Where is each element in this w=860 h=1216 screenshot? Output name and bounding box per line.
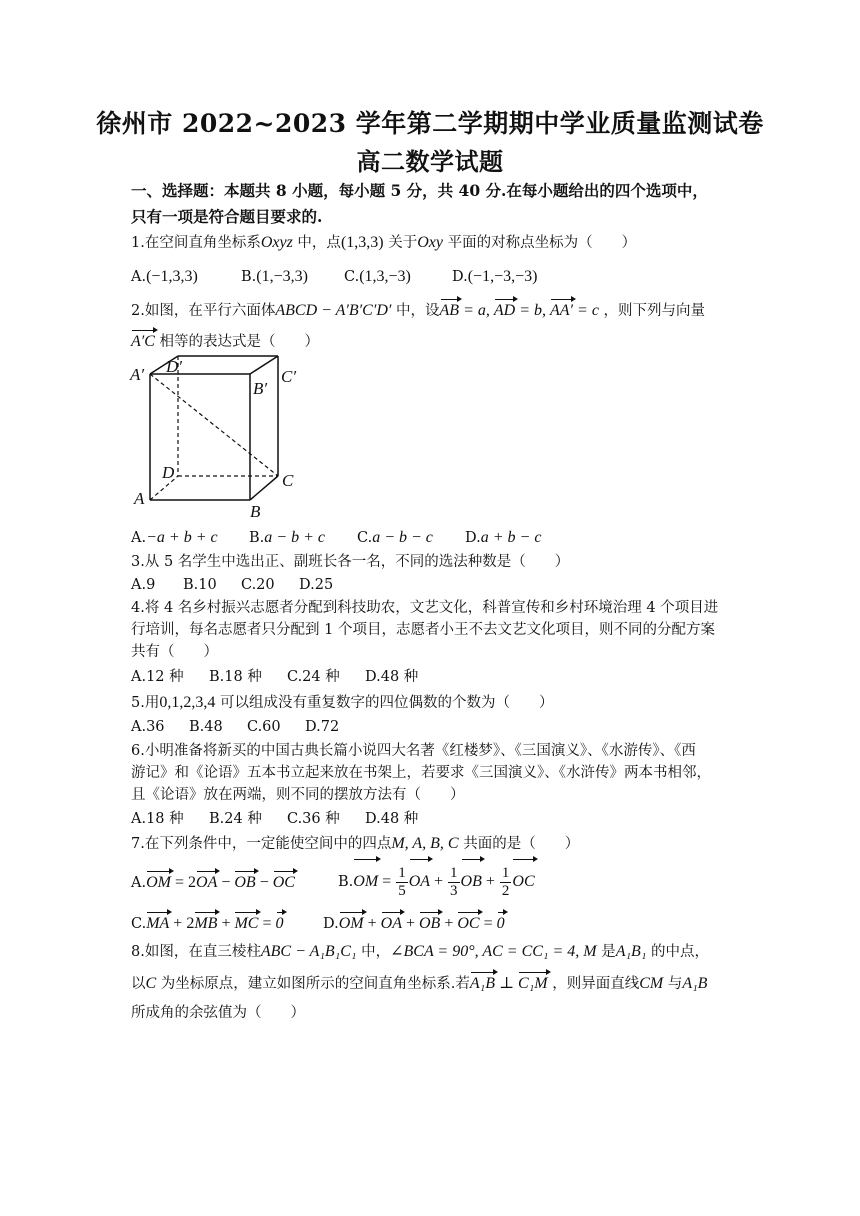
question-7-option-a[interactable]: A.OM = 2OA − OB − OC <box>131 872 741 894</box>
option-a[interactable]: A.12 种 <box>131 669 184 685</box>
parallelepiped-figure <box>128 354 308 520</box>
label-b-prime: B′ <box>253 379 268 398</box>
option-c[interactable]: C.24 种 <box>287 669 340 685</box>
exam-subtitle: 高二数学试题 <box>356 147 504 176</box>
question-4: 4.将 4 名乡村振兴志愿者分配到科技助农，文艺文化，科普宣传和乡村环境治理 4 个项目进 行培训，每名志愿者只分配到 1 个项目，志愿者小王不去文艺文化项目，则不同的分配方案 共有（ ） <box>131 600 719 660</box>
option-c[interactable]: C.20 <box>241 577 275 593</box>
option-a[interactable]: A.9 <box>131 577 156 593</box>
option-a[interactable]: A.36 <box>131 719 165 735</box>
option-c[interactable]: C.a − b − c <box>357 529 433 546</box>
option-d[interactable]: D.48 种 <box>365 669 419 685</box>
option-c[interactable]: C.(1,3,−3) <box>344 268 411 285</box>
exam-title: 徐州市 2022~2023 学年第二学期期中学业质量监测试卷 <box>96 109 764 138</box>
question-2: 2.如图，在平行六面体ABCD − A′B′C′D′ 中，设AB = a, AD = b, AA′ = c ，则下列与向量 <box>131 300 741 322</box>
option-d[interactable]: D.(−1,−3,−3) <box>452 268 538 285</box>
question-8-cont-2: 所成角的余弦值为（ ） <box>131 1005 305 1021</box>
option-b[interactable]: B.10 <box>183 577 217 593</box>
question-7-option-d[interactable]: D.OM + OA + OB + OC = 0 <box>323 913 623 935</box>
question-5-options <box>131 716 741 738</box>
question-3-options <box>131 574 741 596</box>
label-d: D <box>162 463 175 482</box>
option-a[interactable]: A.18 种 <box>131 811 184 827</box>
question-3: 3.从 5 名学生中选出正、副班长各一名，不同的选法种数是（ ） <box>131 554 570 570</box>
question-4-options <box>131 666 741 688</box>
option-b[interactable]: B.48 <box>189 719 223 735</box>
question-6-options <box>131 808 741 830</box>
option-d[interactable]: D.a + b − c <box>465 529 542 546</box>
option-c[interactable]: C.60 <box>247 719 281 735</box>
option-d[interactable]: D.25 <box>299 577 334 593</box>
label-c: C <box>282 471 294 490</box>
option-b[interactable]: B.24 种 <box>209 811 262 827</box>
question-7-option-b[interactable]: B.OM = $\frac{1}{5}$ OA + $\frac{1}{3}$ OB + $\frac{1}{2}$ OC <box>338 860 638 904</box>
option-c[interactable]: C.36 种 <box>287 811 340 827</box>
question-2-cont: A′C 相等的表达式是（ ） <box>131 331 741 353</box>
question-5: 5.用0,1,2,3,4 可以组成没有重复数字的四位偶数的个数为（ ） <box>131 694 554 711</box>
label-a: A <box>134 489 145 508</box>
option-d[interactable]: D.48 种 <box>365 811 419 827</box>
option-d[interactable]: D.72 <box>305 719 340 735</box>
label-d-prime: D′ <box>166 357 182 376</box>
question-1-options <box>131 266 741 288</box>
question-8-cont: 以C 为坐标原点，建立如图所示的空间直角坐标系.若A₁B ⊥ C₁M ，则异面直线CM 与A₁B <box>131 973 741 995</box>
option-b[interactable]: B.18 种 <box>209 669 262 685</box>
label-a-prime: A′ <box>130 365 145 384</box>
question-7-option-c[interactable]: C.MA + 2MB + MC = 0 <box>131 913 741 935</box>
label-b: B <box>250 502 261 520</box>
label-c-prime: C′ <box>281 367 297 386</box>
question-7: 7.在下列条件中，一定能使空间中的四点M, A, B, C 共面的是（ ） <box>131 835 580 852</box>
question-6: 6.小明准备将新买的中国古典长篇小说四大名著《红楼梦》、《三国演义》、《水游传》、《西 游记》和《论语》五本书立起来放在书架上，若要求《三国演义》、《水浒传》两本书相邻， 且《论语》放在两端，则不同的摆放方法有（ ） <box>131 743 711 803</box>
question-2-options <box>131 527 741 549</box>
option-a[interactable]: A.(−1,3,3) <box>131 268 198 285</box>
section-heading: 一、选择题：本题共 8 小题，每小题 5 分，共 40 分.在每小题给出的四个选项中， 只有一项是符合题目要求的. <box>131 181 708 226</box>
option-a[interactable]: A.−a + b + c <box>131 529 218 546</box>
option-b[interactable]: B.(1,−3,3) <box>241 268 308 285</box>
option-b[interactable]: B.a − b + c <box>249 529 325 546</box>
question-8: 8.如图，在直三棱柱ABC − A₁B₁C₁ 中，∠BCA = 90°, AC = CC₁ = 4, M 是A₁B₁ 的中点， <box>131 943 709 960</box>
question-1: 1.在空间直角坐标系Oxyz 中，点(1,3,3) 关于Oxy 平面的对称点坐标为（ ） <box>131 234 637 251</box>
